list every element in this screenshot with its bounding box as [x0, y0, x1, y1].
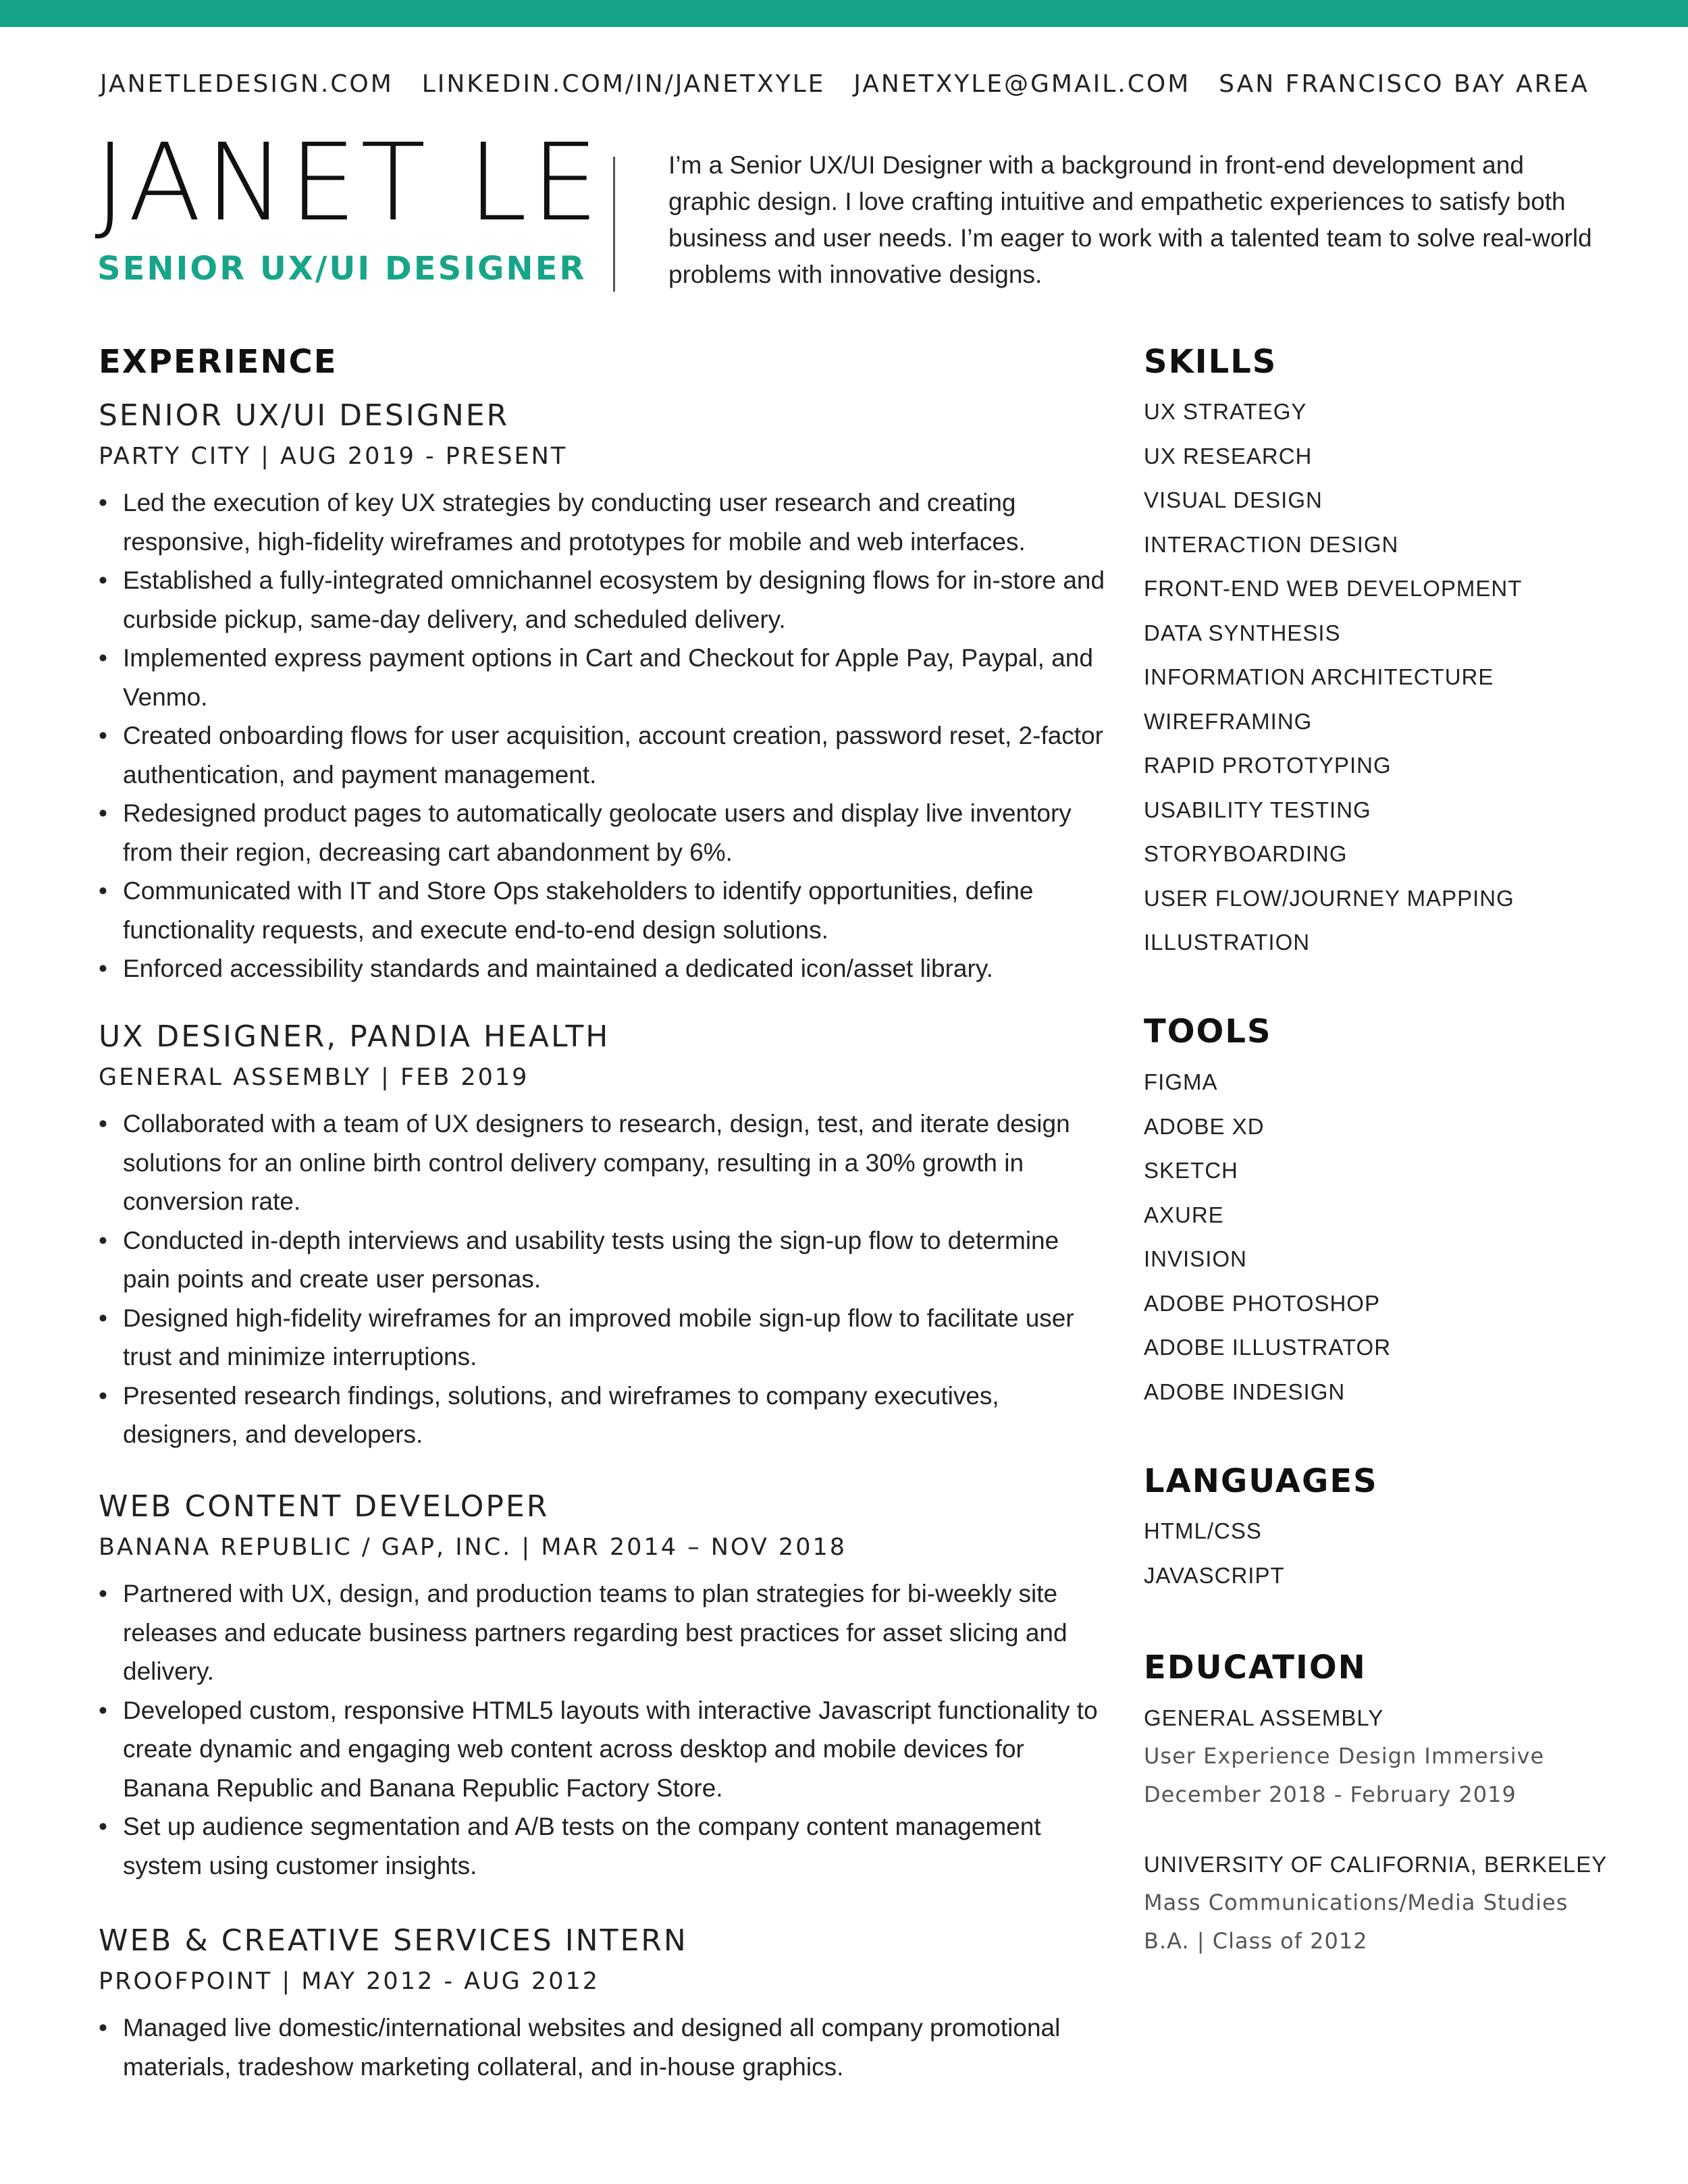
skill-item: USABILITY TESTING: [1144, 797, 1371, 822]
job-role: UX DESIGNER, PANDIA HEALTH: [99, 1019, 610, 1054]
job-bullets: [99, 1104, 1111, 1454]
language-item: HTML/CSS: [1144, 1518, 1262, 1543]
bullet-item: • Designed high-fidelity wireframes for an improved mobile sign-up flow to facilitate user trust and minimize interruptions.: [99, 1299, 1111, 1377]
job-entry: [99, 1017, 1111, 1454]
education-entry: [1144, 1845, 1607, 1961]
education-dates: B.A. | Class of 2012: [1144, 1928, 1368, 1954]
bullet-item: • Redesigned product pages to automatically geolocate users and display live inventory from their region, decreasing cart abandonment by 6%.: [99, 794, 1111, 872]
education-program: User Experience Design Immersive: [1144, 1743, 1545, 1769]
job-bullets: [99, 1574, 1111, 1885]
tool-item: INVISION: [1144, 1246, 1247, 1271]
language-item: JAVASCRIPT: [1144, 1562, 1285, 1588]
skill-item: VISUAL DESIGN: [1144, 487, 1323, 512]
tools-list: [1144, 1060, 1391, 1414]
job-role: SENIOR UX/UI DESIGNER: [99, 398, 510, 433]
contact-location: SAN FRANCISCO BAY AREA: [1219, 70, 1589, 98]
job-entry: [99, 1487, 1111, 1885]
job-meta: PARTY CITY | AUG 2019 - PRESENT: [99, 443, 568, 470]
education-entry: [1144, 1699, 1544, 1814]
tool-item: ADOBE INDESIGN: [1144, 1379, 1346, 1404]
bullet-item: • Enforced accessibility standards and maintained a dedicated icon/asset library.: [99, 949, 1111, 988]
skills-heading: SKILLS: [1144, 343, 1277, 381]
summary-paragraph: I’m a Senior UX/UI Designer with a background in front-end development and graphic design. I love crafting intuitive and empathetic experiences to satisfy both business and user needs. I’m eager to work with a talented team to solve real-world problems with innovative designs.: [668, 151, 1592, 288]
job-meta: BANANA REPUBLIC / GAP, INC. | MAR 2014 – NOV 2018: [99, 1534, 847, 1561]
skill-item: STORYBOARDING: [1144, 841, 1348, 866]
job-role: WEB & CREATIVE SERVICES INTERN: [99, 1923, 688, 1958]
job-bullets: [99, 2008, 1111, 2086]
skill-item: INTERACTION DESIGN: [1144, 531, 1399, 557]
tool-item: ADOBE PHOTOSHOP: [1144, 1290, 1380, 1316]
bullet-item: • Created onboarding flows for user acquisition, account creation, password reset, 2-factor authentication, and payment management.: [99, 716, 1111, 794]
tool-item: FIGMA: [1144, 1069, 1218, 1094]
contact-row: [100, 70, 1589, 98]
bullet-item: • Communicated with IT and Store Ops stakeholders to identify opportunities, define functionality requests, and execute end-to-end design solutions.: [99, 872, 1111, 949]
bullet-item: • Managed live domestic/international websites and designed all company promotional materials, tradeshow marketing collateral, and in-house graphics.: [99, 2008, 1111, 2086]
tool-item: AXURE: [1144, 1202, 1224, 1227]
tool-item: SKETCH: [1144, 1158, 1238, 1183]
tools-heading: TOOLS: [1144, 1013, 1272, 1050]
bullet-item: • Established a fully-integrated omnichannel ecosystem by designing flows for in-store and curbside pickup, same-day delivery, and scheduled delivery.: [99, 561, 1111, 639]
education-dates: December 2018 - February 2019: [1144, 1782, 1516, 1807]
bullet-item: • Implemented express payment options in Cart and Checkout for Apple Pay, Paypal, and Venmo.: [99, 639, 1111, 716]
skill-item: DATA SYNTHESIS: [1144, 620, 1341, 645]
skill-item: UX STRATEGY: [1144, 399, 1307, 424]
languages-heading: LANGUAGES: [1144, 1462, 1378, 1500]
education-school: UNIVERSITY OF CALIFORNIA, BERKELEY: [1144, 1852, 1608, 1877]
candidate-title: SENIOR UX/UI DESIGNER: [97, 250, 587, 288]
job-entry: [99, 396, 1111, 988]
contact-email: JANETXYLE@GMAIL.COM: [853, 70, 1191, 98]
skill-item: UX RESEARCH: [1144, 443, 1313, 469]
education-program: Mass Communications/Media Studies: [1144, 1890, 1568, 1915]
skill-item: RAPID PROTOTYPING: [1144, 753, 1392, 778]
skill-item: ILLUSTRATION: [1144, 930, 1311, 955]
header-divider: [613, 157, 615, 292]
skills-list: [1144, 390, 1522, 965]
bullet-item: • Partnered with UX, design, and production teams to plan strategies for bi-weekly site releases and educate business partners regarding best practices for asset slicing and delivery.: [99, 1574, 1111, 1691]
bullet-item: • Developed custom, responsive HTML5 layouts with interactive Javascript functionality to create dynamic and engaging web content across desktop and mobile devices for Banana Republic and Banana Republic Factory Store.: [99, 1691, 1111, 1808]
accent-top-bar: [0, 0, 1688, 27]
skill-item: FRONT-END WEB DEVELOPMENT: [1144, 576, 1523, 601]
contact-linkedin: LINKEDIN.COM/IN/JANETXYLE: [421, 70, 826, 98]
job-bullets: [99, 483, 1111, 988]
skill-item: INFORMATION ARCHITECTURE: [1144, 664, 1494, 689]
job-role: WEB CONTENT DEVELOPER: [99, 1489, 550, 1524]
tool-item: ADOBE ILLUSTRATOR: [1144, 1335, 1392, 1360]
job-meta: PROOFPOINT | MAY 2012 - AUG 2012: [99, 1968, 600, 1995]
bullet-item: • Led the execution of key UX strategies by conducting user research and creating responsive, high-fidelity wireframes and prototypes for mobile and web interfaces.: [99, 483, 1111, 561]
bullet-item: • Collaborated with a team of UX designers to research, design, test, and iterate design solutions for an online birth control delivery company, resulting in a 30% growth in conversion rate.: [99, 1104, 1111, 1221]
experience-heading: EXPERIENCE: [99, 343, 338, 381]
bullet-item: • Conducted in-depth interviews and usability tests using the sign-up flow to determine pain points and create user personas.: [99, 1221, 1111, 1299]
bullet-item: • Presented research findings, solutions, and wireframes to company executives, designers, and developers.: [99, 1377, 1111, 1454]
tool-item: ADOBE XD: [1144, 1113, 1265, 1139]
job-entry: [99, 1921, 1111, 2086]
education-heading: EDUCATION: [1144, 1649, 1367, 1686]
job-meta: GENERAL ASSEMBLY | FEB 2019: [99, 1064, 529, 1091]
education-school: GENERAL ASSEMBLY: [1144, 1705, 1384, 1730]
skill-item: WIREFRAMING: [1144, 708, 1313, 734]
bullet-item: • Set up audience segmentation and A/B tests on the company content management system using customer insights.: [99, 1807, 1111, 1885]
skill-item: USER FLOW/JOURNEY MAPPING: [1144, 885, 1514, 911]
languages-list: [1144, 1509, 1285, 1597]
candidate-name: JANET LE: [95, 121, 603, 245]
contact-website: JANETLEDESIGN.COM: [100, 70, 394, 98]
